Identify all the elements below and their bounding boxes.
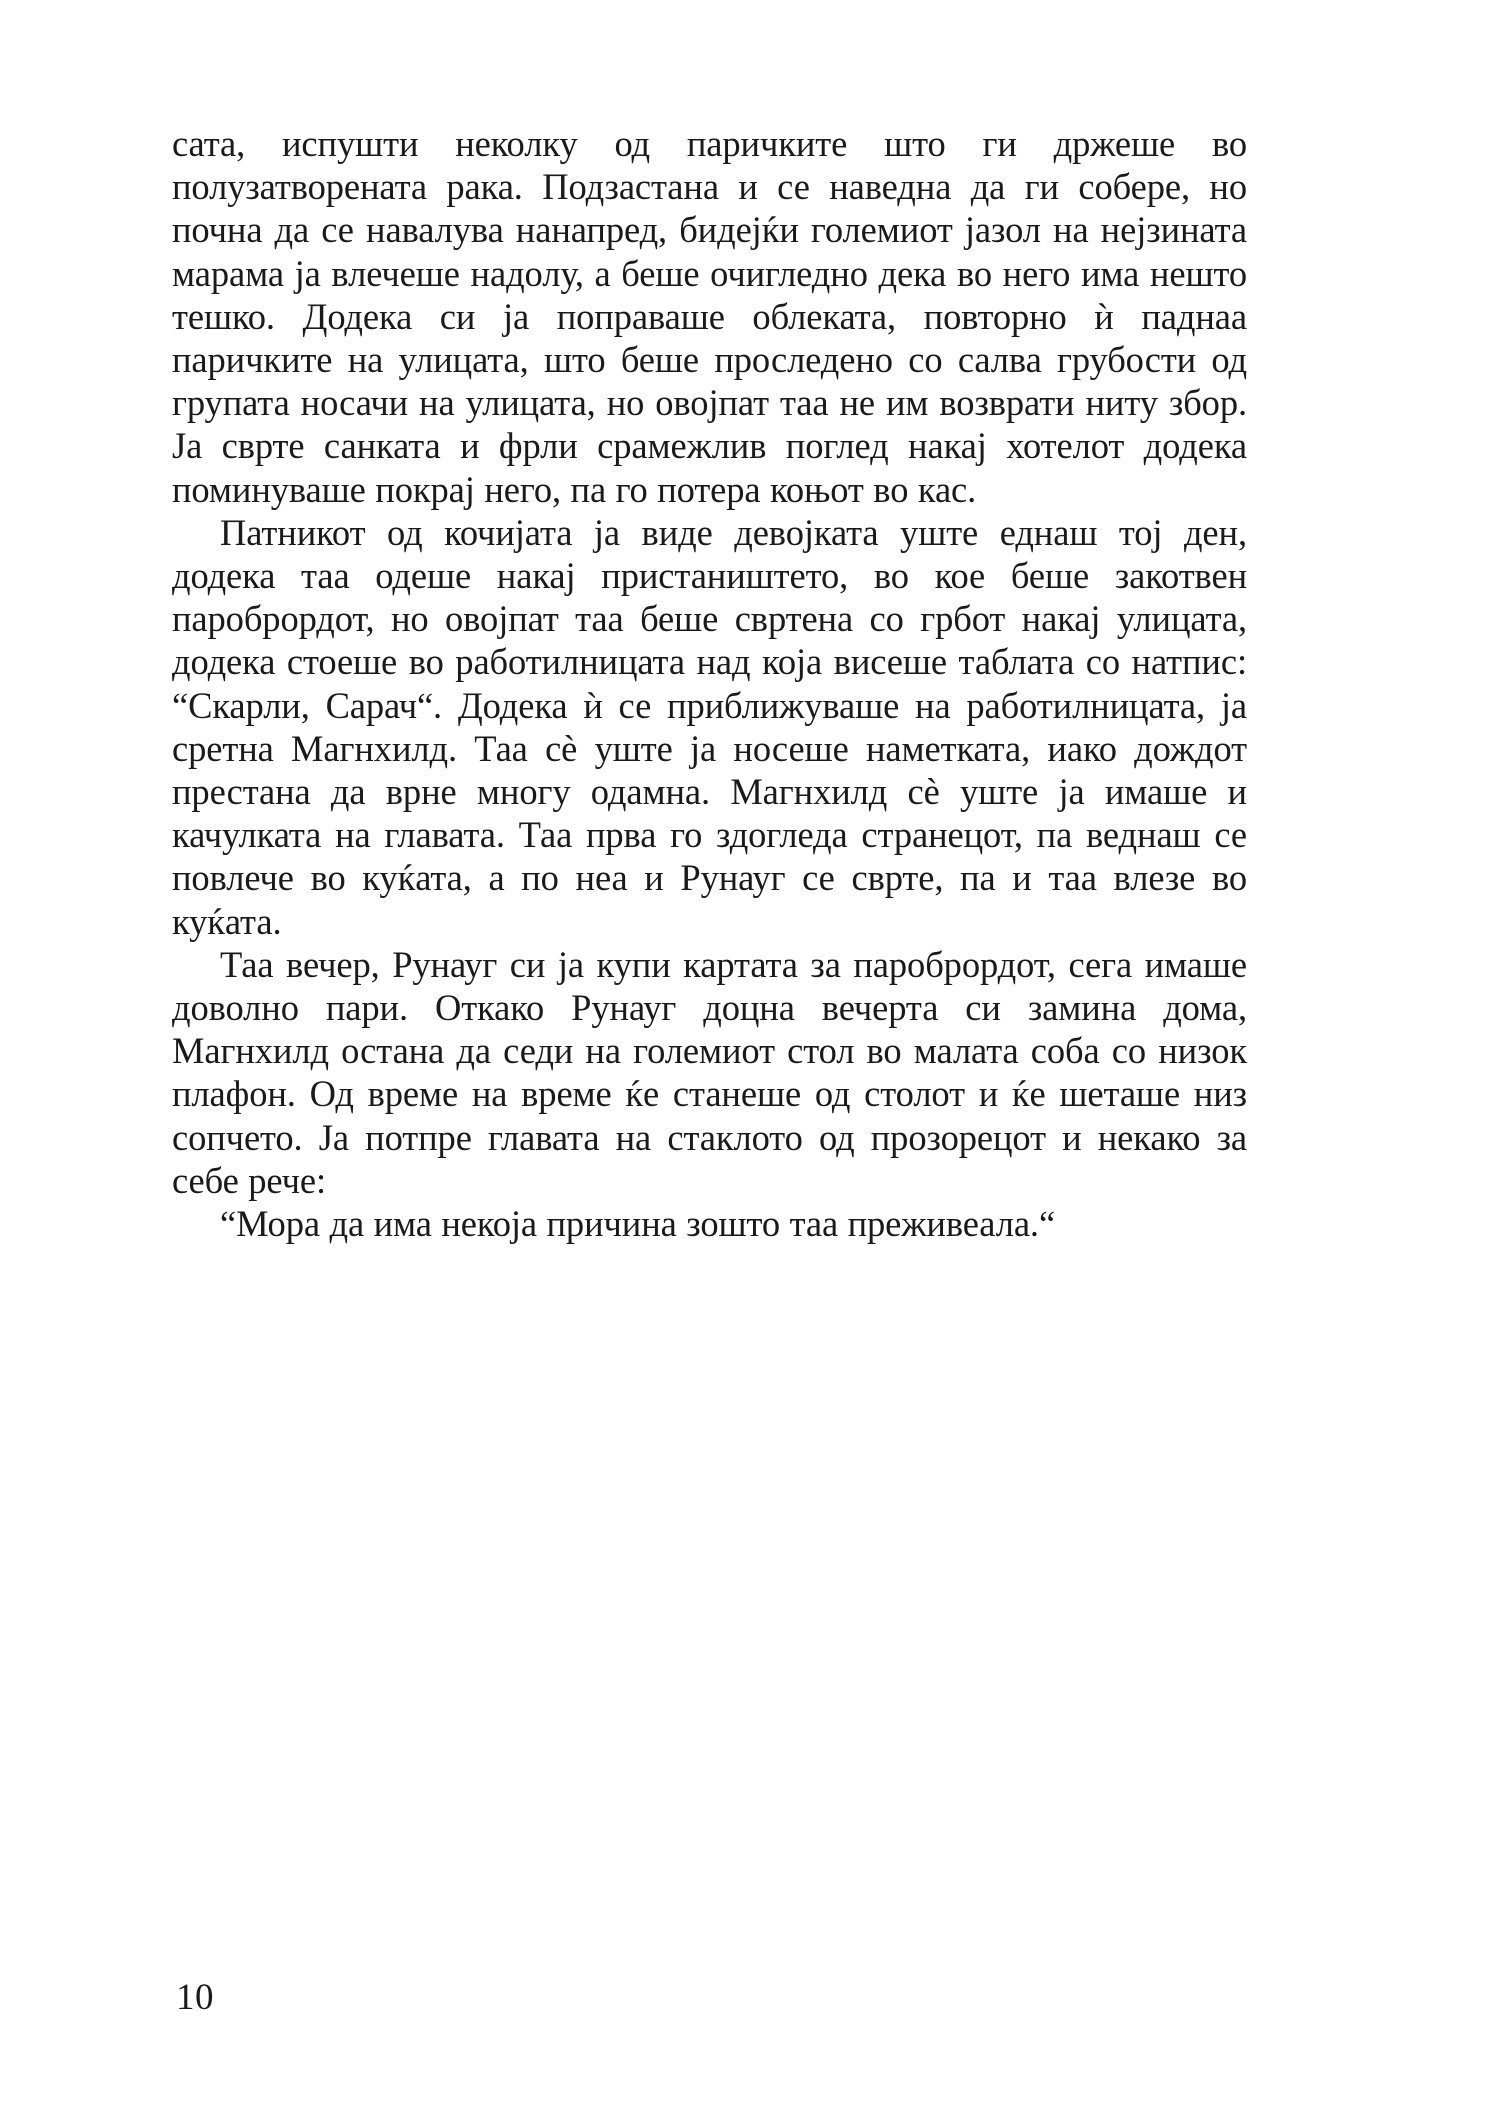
body-text-block	[172, 122, 1247, 1245]
paragraph-quote: “Мора да има некоја причина зошто таа преживеала.“	[220, 1203, 1056, 1245]
page-number: 10	[176, 1977, 214, 2018]
paragraph: Таа вечер, Рунауг си ја купи картата за паробрордот, сега имаше доволно пари. Откако Рунауг доцна вечерта си замина дома, Магнхилд остана да седи на големиот стол во малата соба со низок плафон. Од време на време ќе станеше од столот и ќе шеташе низ сопчето. Ја потпре главата на стаклото од прозорецот и некако за себе рече:	[172, 943, 1247, 1201]
paragraph: Патникот од кочијата ја виде девојката уште еднаш тој ден, додека таа одеше накај пристаништето, во кое беше закотвен паробрордот, но овојпат таа беше свртена со грбот накај улицата, додека стоеше во работилницата над која висеше таблата со натпис: “Скарли, Сарач“. Додека ѝ се приближуваше на работилницата, ја сретна Магнхилд. Таа сѐ уште ја носеше наметката, иако дождот престана да врне многу одамна. Магнхилд сѐ уште ја имаше и качулката на главата. Таа прва го здогледа странецот, па веднаш се повлече во куќата, а по неа и Рунауг се сврте, па и таа влезе во куќата.	[172, 511, 1247, 942]
paragraph-continued: сата, испушти неколку од паричките што ги држеше во полузатворената рака. Подзастана и се наведна да ги собере, но почна да се навалува нанапред, бидејќи големиот јазол на нејзината марама ја влечеше надолу, а беше очигледно дека во него има нешто тешко. Додека си ја поправаше облеката, повторно ѝ паднаа паричките на улицата, што беше проследено со салва грубости од групата носачи на улицата, но овојпат таа не им возврати ниту збор. Ја сврте санката и фрли срамежлив поглед накај хотелот додека поминуваше покрај него, па го потера коњот во кас.	[172, 123, 1247, 510]
